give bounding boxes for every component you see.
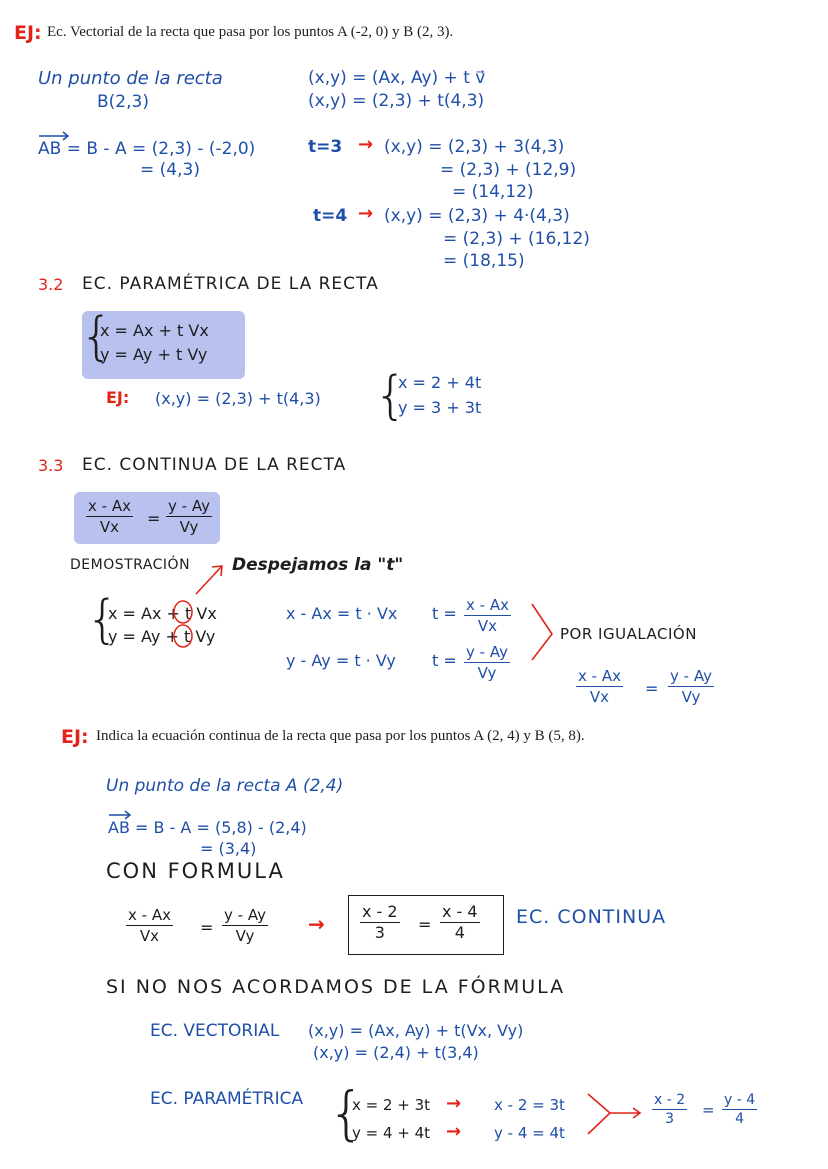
- param-label: EC. PARAMÉTRICA: [150, 1089, 304, 1109]
- fraction-denominator: Vx: [589, 688, 610, 706]
- circle-highlight-icon: [174, 625, 192, 647]
- section32-ej-y: y = 3 + 3t: [398, 398, 482, 417]
- arrow-up-right-icon: [196, 566, 222, 594]
- arrow-right-icon: →: [358, 203, 374, 224]
- example2-label: EJ:: [61, 726, 89, 748]
- param-solve-x: x - 2 = 3t: [494, 1096, 565, 1114]
- equals-sign: =: [702, 1101, 715, 1119]
- param-x: x = 2 + 3t: [352, 1096, 431, 1114]
- chevron-right-icon: [588, 1094, 610, 1134]
- example1-t3-line3: = (14,12): [452, 182, 534, 202]
- equals-sign: =: [418, 915, 432, 934]
- fraction-numerator: x - 2: [654, 1092, 686, 1108]
- section33-sys-x: x = Ax + t Vx: [108, 604, 217, 623]
- arrow-right-icon: [610, 1108, 640, 1118]
- vect-line1: (x,y) = (Ax, Ay) + t(Vx, Vy): [308, 1021, 524, 1040]
- example1-t4-line2: = (2,3) + (16,12): [443, 229, 590, 249]
- equals-sign: =: [200, 918, 214, 937]
- fraction-numerator: y - Ay: [466, 643, 508, 661]
- fraction-denominator: Vy: [681, 688, 701, 706]
- brace-icon: {: [374, 366, 408, 426]
- no-formula-label: SI NO NOS ACORDAMOS DE LA FÓRMULA: [106, 976, 566, 998]
- fraction-numerator: x - Ax: [88, 497, 131, 515]
- example1-eq-specific: (x,y) = (2,3) + t(4,3): [308, 91, 485, 111]
- example1-point-label: Un punto de la recta: [38, 68, 223, 89]
- example1-label: EJ:: [14, 22, 42, 44]
- demo-label: DEMOSTRACIÓN: [70, 557, 191, 573]
- example1-t4-label: t=4: [313, 206, 348, 226]
- example2-ab-line2: = (3,4): [200, 839, 257, 858]
- fraction-denominator: Vy: [235, 927, 255, 945]
- example1-t3-line2: = (2,3) + (12,9): [440, 160, 577, 180]
- section32-sys-x: x = Ax + t Vx: [100, 321, 209, 340]
- solve-x: x - Ax = t · Vx: [286, 604, 398, 623]
- example2-point-line: Un punto de la recta A (2,4): [106, 776, 344, 796]
- fraction-numerator: x - Ax: [128, 906, 171, 924]
- fraction-denominator: 4: [454, 923, 465, 942]
- example2-statement: Indica la ecuación continua de la recta que pasa por los puntos A (2, 4) y B (5, 8).: [96, 728, 585, 744]
- section32-ej-x: x = 2 + 4t: [398, 373, 482, 392]
- param-solve-y: y - 4 = 4t: [494, 1124, 565, 1142]
- arrow-right-icon: →: [308, 912, 325, 936]
- brace-icon: {: [328, 1079, 365, 1147]
- fraction-denominator: Vy: [179, 518, 199, 536]
- fraction-numerator: y - 4: [724, 1092, 756, 1108]
- fraction-denominator: Vy: [477, 664, 497, 682]
- fraction-denominator: 3: [665, 1111, 675, 1127]
- fraction-numerator: x - 2: [362, 902, 398, 921]
- fraction-denominator: Vx: [99, 518, 120, 536]
- fraction-numerator: y - Ay: [224, 906, 266, 924]
- example1-ab-line1: AB = B - A = (2,3) - (-2,0): [38, 139, 256, 159]
- fraction-numerator: y - Ay: [168, 497, 210, 515]
- demo-note: Despejamos la "t": [232, 555, 404, 575]
- brace-icon: {: [86, 590, 120, 650]
- vect-line2: (x,y) = (2,4) + t(3,4): [313, 1043, 479, 1062]
- arrow-right-icon: →: [446, 1121, 462, 1142]
- vector-arrow-icon: [39, 132, 68, 140]
- fraction-denominator: Vx: [139, 927, 160, 945]
- equals-sign: =: [645, 679, 659, 698]
- section32-number: 3.2: [38, 275, 64, 294]
- fraction-numerator: x - Ax: [466, 596, 509, 614]
- example1-t4-line3: = (18,15): [443, 251, 525, 271]
- t-equals: t =: [432, 651, 457, 670]
- ec-continua-label: EC. CONTINUA: [516, 906, 667, 928]
- fraction-numerator: y - Ay: [670, 667, 712, 685]
- vector-arrow-icon: [109, 811, 130, 819]
- igualacion-label: POR IGUALACIÓN: [560, 625, 697, 643]
- section32-title: EC. PARAMÉTRICA DE LA RECTA: [82, 274, 379, 294]
- example1-t4-line1: (x,y) = (2,3) + 4·(4,3): [384, 206, 570, 226]
- brace-icon: {: [80, 307, 114, 367]
- circle-highlight-icon: [174, 601, 192, 623]
- solve-y: y - Ay = t · Vy: [286, 651, 396, 670]
- example1-t3-label: t=3: [308, 137, 343, 157]
- example1-t3-line1: (x,y) = (2,3) + 3(4,3): [384, 137, 565, 157]
- fraction-denominator: Vx: [477, 617, 498, 635]
- fraction-denominator: 4: [735, 1111, 745, 1127]
- section32-ej-label: EJ:: [106, 388, 130, 407]
- equals-sign: =: [147, 509, 161, 528]
- section33-sys-y: y = Ay + t Vy: [108, 627, 216, 646]
- section33-title: EC. CONTINUA DE LA RECTA: [82, 455, 347, 475]
- t-equals: t =: [432, 604, 457, 623]
- section32-ej-eq: (x,y) = (2,3) + t(4,3): [155, 389, 321, 408]
- arrow-right-icon: →: [358, 134, 374, 155]
- fraction-numerator: x - Ax: [578, 667, 621, 685]
- param-y: y = 4 + 4t: [352, 1124, 431, 1142]
- chevron-right-icon: [532, 604, 552, 660]
- example1-point-value: B(2,3): [97, 92, 149, 112]
- fraction-numerator: x - 4: [442, 902, 478, 921]
- arrow-right-icon: →: [446, 1093, 462, 1114]
- example2-ab-line1: AB = B - A = (5,8) - (2,4): [108, 818, 307, 837]
- con-formula-label: CON FORMULA: [106, 859, 285, 883]
- example1-statement: Ec. Vectorial de la recta que pasa por los puntos A (-2, 0) y B (2, 3).: [47, 24, 454, 40]
- section33-number: 3.3: [38, 456, 64, 475]
- vect-label: EC. VECTORIAL: [150, 1021, 280, 1041]
- fraction-denominator: 3: [374, 923, 385, 942]
- example1-ab-line2: = (4,3): [140, 160, 200, 180]
- example1-eq-general: (x,y) = (Ax, Ay) + t v⃗: [308, 68, 486, 88]
- section32-sys-y: y = Ay + t Vy: [100, 345, 208, 364]
